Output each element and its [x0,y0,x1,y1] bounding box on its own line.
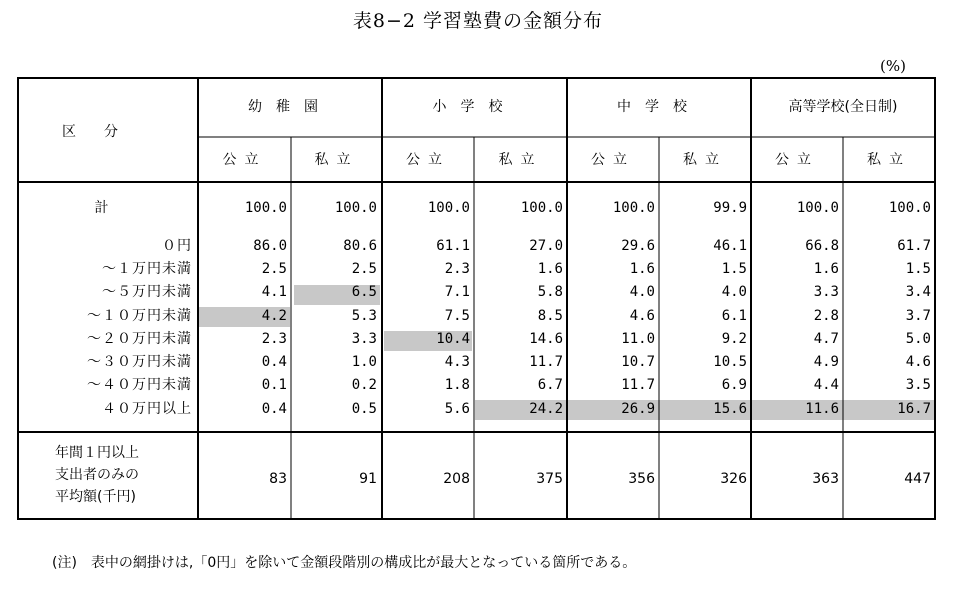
table-cell: 100.0 [427,200,470,216]
table-cell: 0.4 [261,401,287,417]
group-header-kindergarten: 幼稚園 [248,99,332,115]
table-cell: 100.0 [334,200,377,216]
table-cell: 7.1 [444,284,470,300]
row-label: ４０万円以上 [102,401,192,417]
group-header-elementary: 小学校 [432,99,517,115]
table-cell: 66.8 [805,238,839,254]
table-cell: 80.6 [343,238,377,254]
table-cell: 1.8 [444,377,470,393]
table-cell: 4.6 [629,308,655,324]
table-cell: 2.3 [261,331,287,347]
row-label: ～３０万円未満 [87,354,192,370]
data-table [17,77,936,520]
table-cell: 6.9 [721,377,747,393]
table-cell: 4.7 [813,331,839,347]
avg-cell: 375 [536,471,563,487]
table-cell: 5.3 [351,308,377,324]
table-cell: 5.0 [905,331,931,347]
subheader-private: 私立 [867,152,911,168]
avg-row-label-line1: 年間１円以上 [55,445,139,461]
table-cell: 4.3 [444,354,470,370]
avg-cell: 83 [269,471,287,487]
avg-cell: 447 [904,471,931,487]
group-header-junior-high: 中学校 [617,99,701,115]
table-cell: 2.5 [261,261,287,277]
table-cell: 7.5 [444,308,470,324]
table-cell: 2.8 [813,308,839,324]
table-cell: 5.6 [444,401,470,417]
row-label: ～５万円未満 [102,284,192,300]
subheader-private: 私立 [683,152,727,168]
subheader-public: 公立 [222,152,267,168]
row-label: 計 [94,200,110,216]
table-cell: 9.2 [721,331,747,347]
row-label: ～４０万円未満 [87,377,192,393]
subheader-public: 公立 [591,152,635,168]
table-cell: 5.8 [537,284,563,300]
avg-row-label-line2: 支出者のみの [55,467,139,483]
table-cell: 1.5 [905,261,931,277]
avg-cell: 91 [359,471,377,487]
table-cell: 100.0 [796,200,839,216]
table-cell: 26.9 [621,401,655,417]
table-cell: 1.6 [629,261,655,277]
table-cell: 100.0 [612,200,655,216]
table-cell: 14.6 [529,331,563,347]
avg-row-label-line3: 平均額(千円) [55,489,136,505]
table-cell: 1.6 [537,261,563,277]
table-cell: 15.6 [713,401,747,417]
table-cell: 100.0 [888,200,931,216]
table-cell: 11.6 [805,401,839,417]
table-cell: 46.1 [713,238,747,254]
table-cell: 3.5 [905,377,931,393]
unit-label: (%) [880,57,906,75]
table-cell: 8.5 [537,308,563,324]
table-cell: 0.1 [261,377,287,393]
subheader-public: 公立 [775,152,819,168]
table-cell: 1.0 [351,354,377,370]
table-cell: 4.9 [813,354,839,370]
group-header-high-school: 高等学校(全日制) [788,99,898,115]
subheader-public: 公立 [406,152,450,168]
table-cell: 4.6 [905,354,931,370]
table-cell: 11.7 [529,354,563,370]
table-cell: 3.3 [813,284,839,300]
table-cell: 4.4 [813,377,839,393]
table-cell: 3.7 [905,308,931,324]
table-cell: 11.0 [621,331,655,347]
table-cell: 4.2 [261,308,287,324]
footnote: (注) 表中の網掛けは,「0円」を除いて金額段階別の構成比が最大となっている箇所である。 [52,555,637,571]
table-cell: 0.4 [261,354,287,370]
avg-cell: 208 [443,471,470,487]
avg-cell: 356 [628,471,655,487]
table-cell: 0.2 [351,377,377,393]
avg-cell: 326 [720,471,747,487]
table-cell: 27.0 [529,238,563,254]
table-cell: 10.7 [621,354,655,370]
table-cell: 3.3 [351,331,377,347]
table-title: 表8−2 学習塾費の金額分布 [352,10,604,32]
table-cell: 86.0 [253,238,287,254]
table-cell: 10.5 [713,354,747,370]
table-cell: 6.1 [721,308,747,324]
table-cell: 61.7 [897,238,931,254]
subheader-private: 私立 [314,152,359,168]
table-cell: 99.9 [713,200,747,216]
table-cell: 3.4 [905,284,931,300]
table-cell: 1.5 [721,261,747,277]
table-cell: 100.0 [244,200,287,216]
table-cell: 10.4 [436,331,470,347]
row-header-label: 区 分 [62,124,118,140]
table-cell: 2.3 [444,261,470,277]
table-cell: 24.2 [529,401,563,417]
table-cell: 16.7 [897,401,931,417]
row-label: ～１０万円未満 [87,308,192,324]
table-cell: 2.5 [351,261,377,277]
row-label: ０円 [162,238,192,254]
table-cell: 0.5 [351,401,377,417]
table-cell: 100.0 [520,200,563,216]
subheader-private: 私立 [498,152,543,168]
avg-cell: 363 [812,471,839,487]
table-cell: 6.5 [351,284,377,300]
table-cell: 29.6 [621,238,655,254]
row-label: ～１万円未満 [102,261,192,277]
table-cell: 1.6 [813,261,839,277]
table-cell: 6.7 [537,377,563,393]
table-cell: 4.0 [629,284,655,300]
table-cell: 4.1 [261,284,287,300]
row-label: ～２０万円未満 [87,331,192,347]
table-cell: 61.1 [436,238,470,254]
table-cell: 11.7 [621,377,655,393]
table-cell: 4.0 [721,284,747,300]
